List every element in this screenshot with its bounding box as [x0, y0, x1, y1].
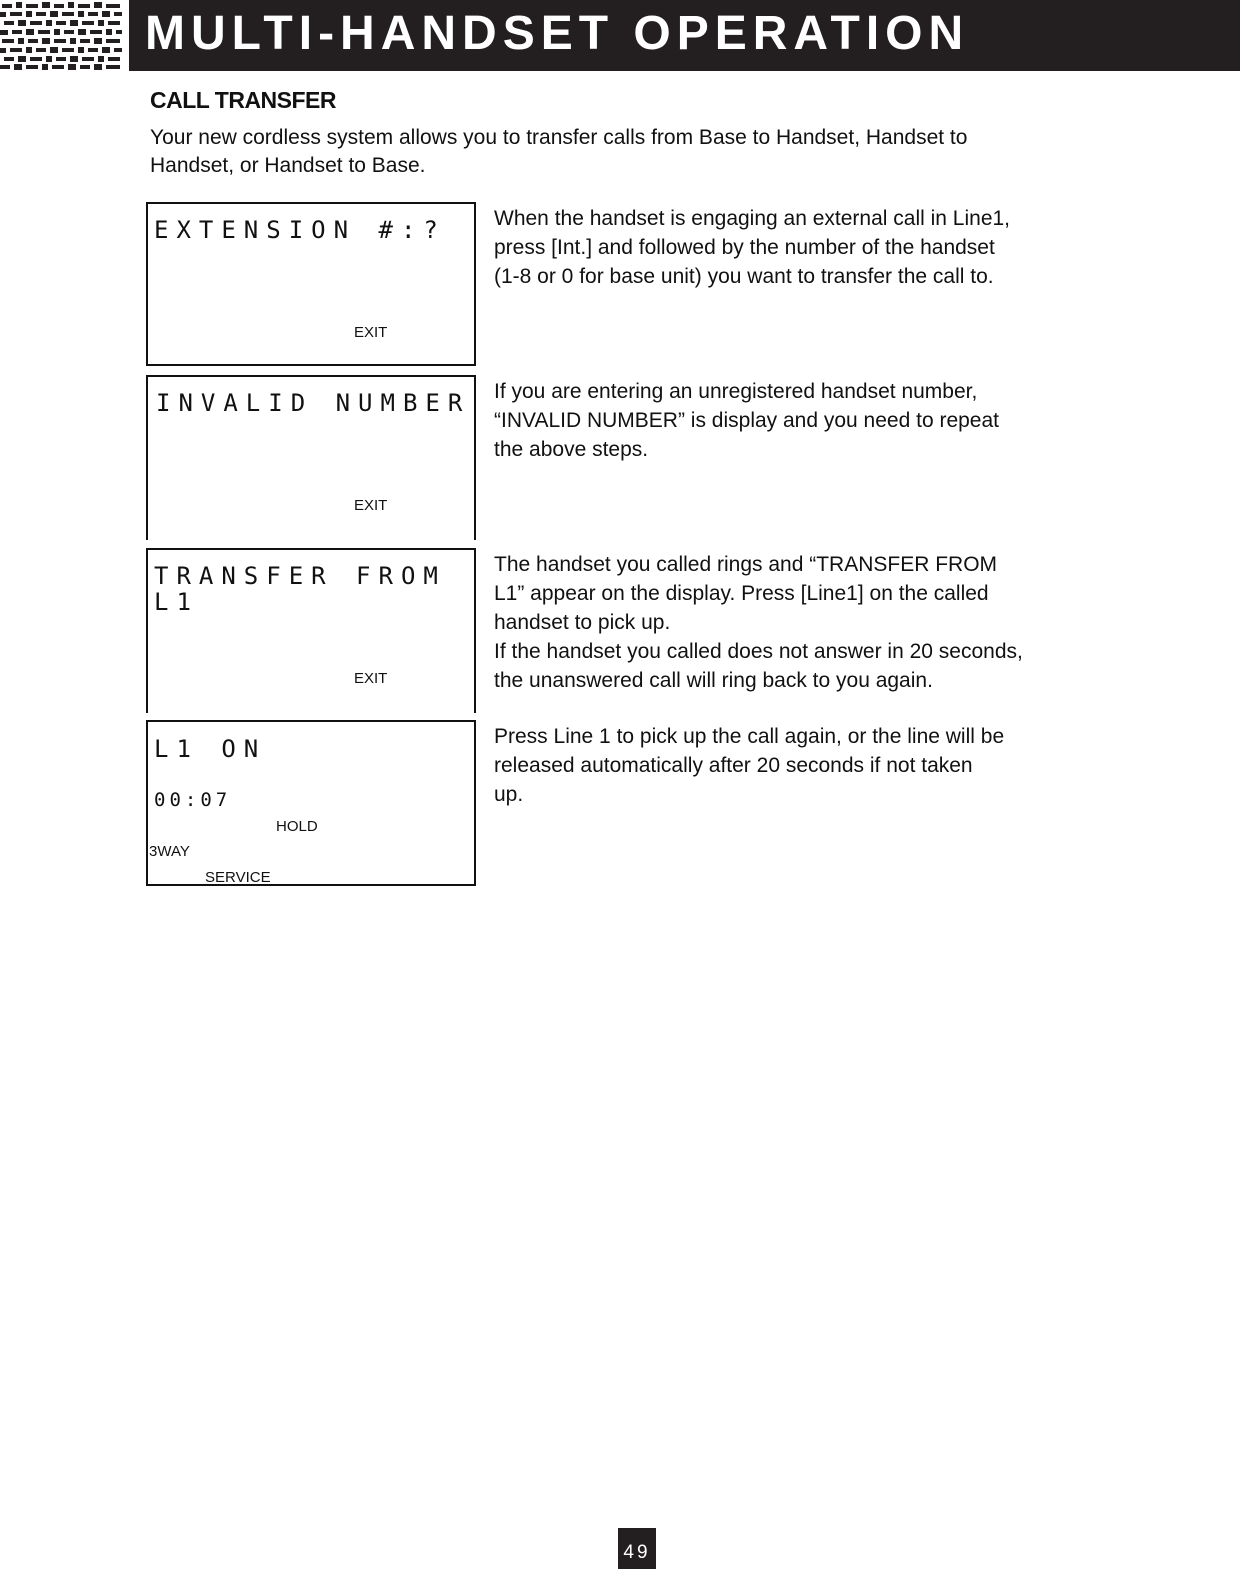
- hold-softkey: HOLD: [276, 818, 318, 835]
- step-1-text: [494, 204, 1010, 291]
- lcd-screen-transfer: [146, 548, 476, 713]
- service-softkey: SERVICE: [205, 869, 271, 886]
- step-line: the above steps.: [494, 438, 649, 461]
- step-line: When the handset is engaging an external call in Line1,: [494, 207, 1011, 230]
- three-way-softkey: 3WAY: [149, 843, 190, 860]
- lcd-screen-invalid: [146, 375, 476, 540]
- step-line: “INVALID NUMBER” is display and you need to repeat: [494, 409, 1000, 432]
- lcd-line: INVALID NUMBER: [156, 389, 471, 417]
- step-line: handset to pick up.: [494, 611, 671, 634]
- lcd-screen-extension: [146, 202, 476, 366]
- lcd-line: TRANSFER FROM: [154, 562, 446, 590]
- lcd-line: L1 ON: [154, 735, 267, 763]
- lcd-screen-line-on: [146, 720, 476, 886]
- page-number: 49: [618, 1528, 656, 1569]
- step-line: released automatically after 20 seconds if not taken: [494, 754, 973, 777]
- exit-softkey: EXIT: [354, 324, 388, 341]
- step-line: If you are entering an unregistered handset number,: [494, 380, 978, 403]
- intro-line: Your new cordless system allows you to transfer calls from Base to Handset, Handset to: [150, 126, 968, 149]
- exit-softkey: EXIT: [354, 670, 388, 687]
- lcd-line: L1: [154, 588, 199, 616]
- step-3-text: [494, 550, 1023, 695]
- step-line: Press Line 1 to pick up the call again, or the line will be: [494, 725, 1005, 748]
- step-line: up.: [494, 783, 524, 806]
- intro-text: [150, 124, 967, 180]
- step-line: The handset you called rings and “TRANSFER FROM: [494, 553, 998, 576]
- step-line: (1-8 or 0 for base unit) you want to transfer the call to.: [494, 265, 994, 288]
- exit-softkey: EXIT: [354, 497, 388, 514]
- step-line: the unanswered call will ring back to you again.: [494, 669, 933, 692]
- brand-logo: [0, 0, 124, 72]
- call-timer: 00:07: [154, 789, 232, 811]
- step-2-text: [494, 377, 999, 464]
- header-bar: [129, 0, 1240, 71]
- section-title: CALL TRANSFER: [150, 87, 337, 113]
- step-line: If the handset you called does not answer in 20 seconds,: [494, 640, 1023, 663]
- lcd-line: EXTENSION #:?: [154, 216, 446, 244]
- brand-logo-graphic: [0, 0, 124, 72]
- intro-line: Handset, or Handset to Base.: [150, 154, 426, 177]
- step-4-text: [494, 722, 1004, 809]
- page-title: MULTI-HANDSET OPERATION: [145, 7, 970, 60]
- step-line: L1” appear on the display. Press [Line1] on the called: [494, 582, 989, 605]
- step-line: press [Int.] and followed by the number of the handset: [494, 236, 995, 259]
